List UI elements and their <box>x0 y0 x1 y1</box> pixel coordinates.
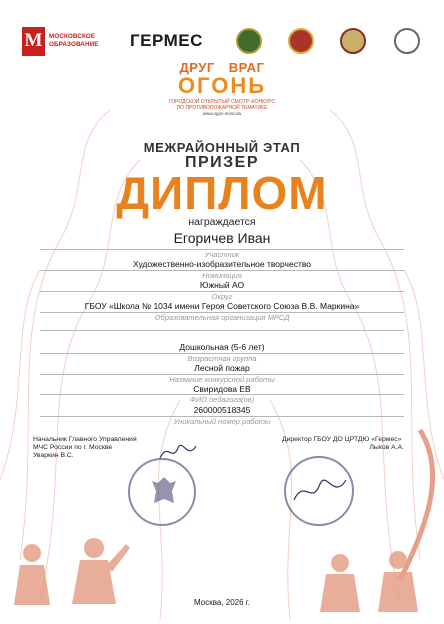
field-label: Участник <box>204 250 240 259</box>
logo-row <box>0 24 444 60</box>
emblem-4-icon <box>394 28 420 54</box>
signature-left-line-2: МЧС России по г. Москве <box>33 444 113 451</box>
germes-logo-text: ГЕРМЕС <box>130 31 203 50</box>
field-label: ФИО педагога(ов) <box>189 395 255 404</box>
field-teacher-label <box>40 395 404 404</box>
field-work-title <box>40 363 404 374</box>
field-age-group-label <box>40 354 404 363</box>
awarded-text: награждается <box>188 216 256 228</box>
field-value: Художественно-изобразительное творчество <box>132 259 311 269</box>
field-value: Свиридова ЕВ <box>193 384 251 394</box>
brand-word-1: ДРУГ <box>179 60 215 75</box>
signature-right <box>282 436 412 452</box>
field-work-title-label <box>40 375 404 384</box>
place-date: Москва, 2026 г. <box>194 598 250 607</box>
brand-subtitle-1: ГОРОДСКОЙ ОТКРЫТЫЙ СМОТР–КОНКУРС <box>168 99 276 105</box>
mos-line-2: ОБРАЗОВАНИЕ <box>49 41 99 48</box>
field-line-5 <box>40 330 404 331</box>
mos-line-1: МОСКОВСКОЕ <box>49 33 96 40</box>
field-value: Лесной пожар <box>194 363 250 373</box>
field-participant <box>40 250 404 259</box>
field-work-number-label <box>40 417 404 426</box>
field-nomination-label <box>40 271 404 280</box>
field-label: Номинация <box>202 271 242 280</box>
signature-left-scribble <box>158 440 198 464</box>
field-district-label <box>40 292 404 301</box>
stage-heading: МЕЖРАЙОННЫЙ ЭТАП <box>143 140 301 155</box>
germes-logo <box>130 24 210 58</box>
signature-right-line-1: Директор ГБОУ ДО ЦРТДЮ «Гермес» <box>282 436 402 443</box>
signature-right-scribble <box>290 470 350 510</box>
field-value: 260000518345 <box>193 405 251 415</box>
field-label: Уникальный номер работы <box>173 417 271 426</box>
moscow-education-text <box>49 33 99 49</box>
signature-right-line-2: Лыков А.А. <box>369 444 404 451</box>
field-label: Округ <box>211 292 233 301</box>
recipient-name: Егоричев Иван <box>173 230 271 246</box>
prize-heading: ПРИЗЕР <box>184 154 260 171</box>
child-head-1 <box>23 544 41 562</box>
moscow-education-logo <box>22 24 114 58</box>
field-organization-label <box>40 313 404 322</box>
child-head-2 <box>84 538 104 558</box>
signature-left-line-3: Уваркин В.С. <box>33 452 74 459</box>
field-district <box>40 280 404 291</box>
field-age-group <box>40 342 404 353</box>
field-value: ГБОУ «Школа № 1034 имени Героя Советского Союза В.В. Маркина» <box>84 301 360 311</box>
contest-brand <box>0 60 444 117</box>
field-value: Дошкольная (5-6 лет) <box>179 342 265 352</box>
emblem-3-icon <box>340 28 366 54</box>
emblem-1-icon <box>236 28 262 54</box>
brand-subtitle-2: ПО ПРОТИВОПОЖАРНОЙ ТЕМАТИКЕ <box>176 105 268 111</box>
signature-left-line-1: Начальник Главного Управления <box>33 436 137 443</box>
field-value: Южный АО <box>199 280 245 290</box>
diploma-title: ДИПЛОМ <box>116 167 328 219</box>
field-organization <box>40 301 404 312</box>
brand-word-3: ОГОНЬ <box>177 73 267 98</box>
field-label: Возрастная группа <box>187 354 257 363</box>
field-work-number <box>40 405 404 416</box>
child-head-3 <box>331 554 349 572</box>
flame-stroke-center-2 <box>270 400 292 620</box>
field-label: Название конкурсной работы <box>169 375 275 384</box>
moscow-education-mark-icon: М <box>22 27 45 56</box>
eagle-emblem-icon <box>150 475 178 507</box>
field-nomination <box>40 259 404 270</box>
brand-site: www.ogon.moscow <box>202 111 242 116</box>
field-label: Образовательная организация МРСД <box>154 313 290 322</box>
brand-word-2: ВРАГ <box>228 60 265 75</box>
emblem-2-icon <box>288 28 314 54</box>
signature-left <box>33 436 153 460</box>
